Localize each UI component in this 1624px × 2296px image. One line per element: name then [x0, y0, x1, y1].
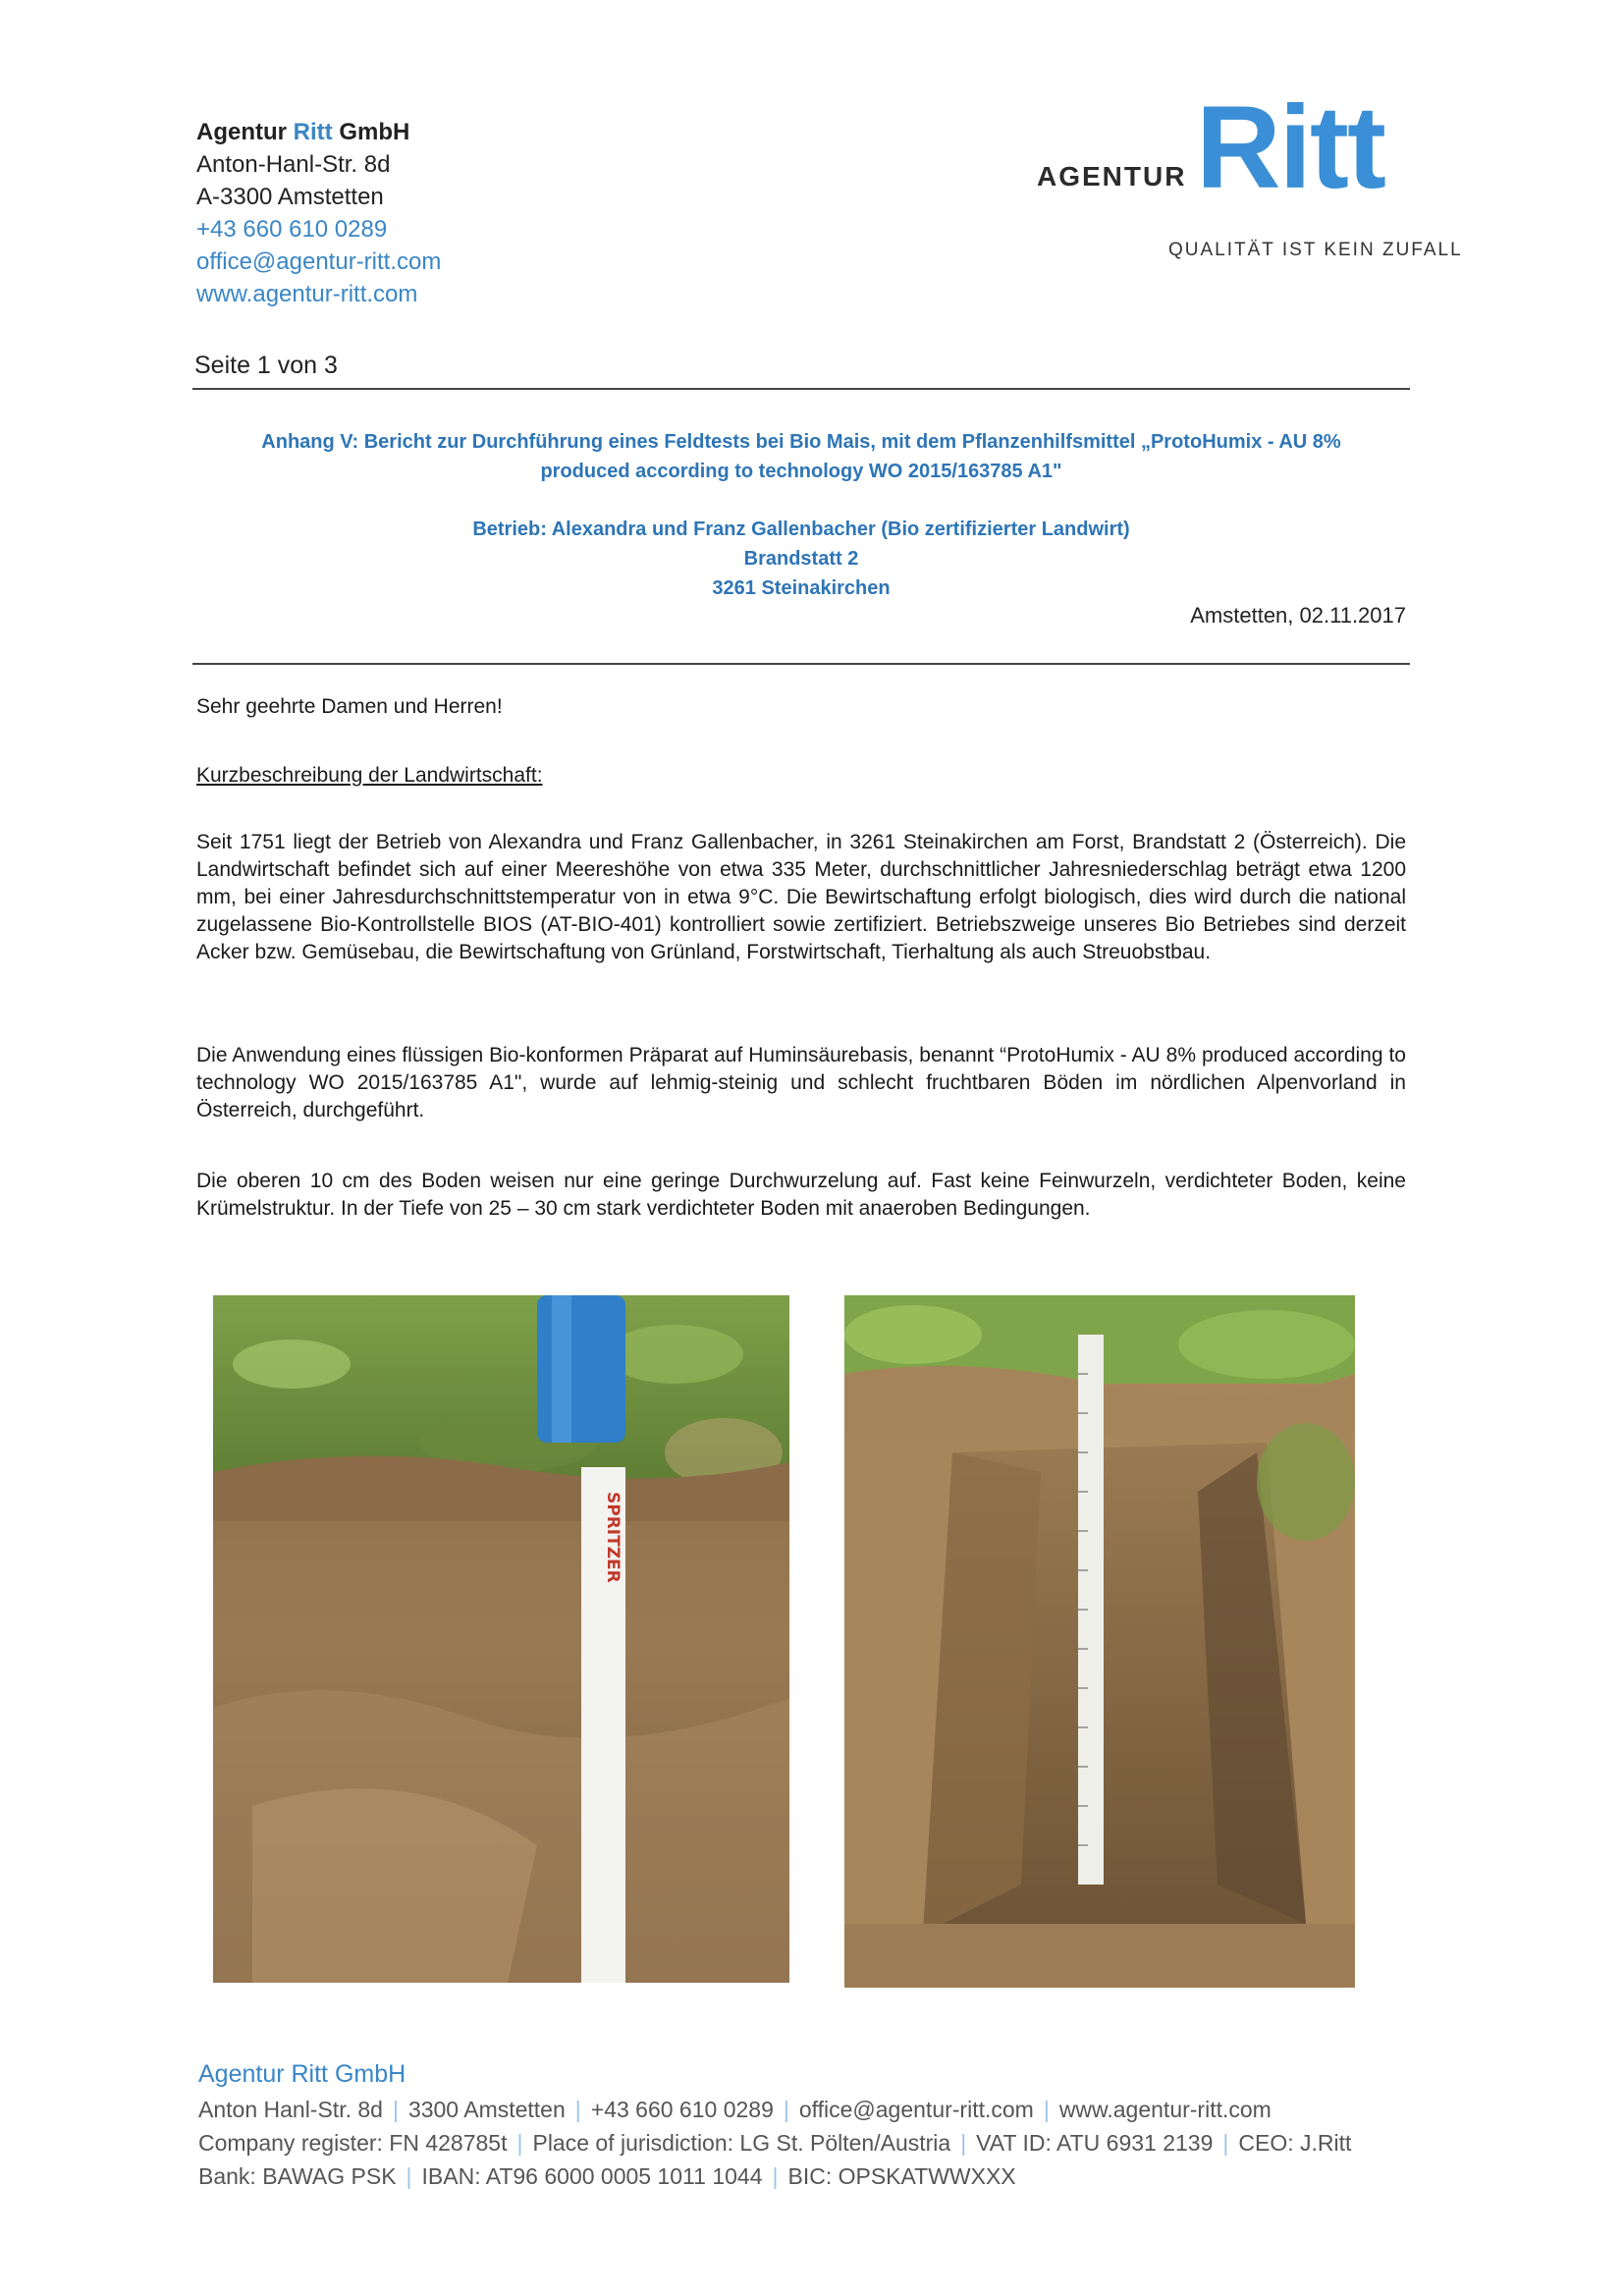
sender-company-suffix: GmbH: [332, 119, 410, 145]
sender-company-prefix: Agentur: [196, 119, 294, 145]
paragraph-farm-description: Seit 1751 liegt der Betrieb von Alexandra und Franz Gallenbacher, in 3261 Steinakirchen am Forst, Brandstatt 2 (Österreich). Die Landwirtschaft befindet sich auf einer Meereshöhe von etwa 335 Meter, durchschnittlicher Jahresniederschlag beträgt etwa 1200 mm, bei einer Jahresdurchschnittstemperatur von in etwa 9°C. Die Bewirtschaftung erfolgt biologisch, dies wird durch die national zugelassene Bio-Kontrollstelle BIOS (AT-BIO-401) kontrolliert sowie zertifiziert. Betriebszweige unseres Bio Betriebes sind derzeit Acker bzw. Gemüsebau, die Bewirtschaftung von Grünland, Forstwirtschaft, Tierhaltung als auch Streuobstbau.: [196, 831, 1406, 963]
header-divider: [192, 388, 1410, 390]
sender-website[interactable]: www.agentur-ritt.com: [196, 281, 418, 307]
letter-date: Amstetten, 02.11.2017: [1190, 603, 1406, 628]
footer-bic: BIC: OPSKATWWXXX: [787, 2163, 1016, 2189]
footer-separator: |: [392, 2097, 399, 2122]
footer-jurisdiction: Place of jurisdiction: LG St. Pölten/Austria: [532, 2130, 951, 2156]
footer-separator: |: [783, 2097, 789, 2122]
footer-separator: |: [772, 2163, 779, 2189]
sender-phone[interactable]: +43 660 610 0289: [196, 216, 388, 243]
footer-separator: |: [1222, 2130, 1229, 2156]
logo-agentur-word: AGENTUR: [1037, 161, 1187, 191]
footer-street: Anton Hanl-Str. 8d: [198, 2097, 383, 2122]
paragraph-soil-condition: Die oberen 10 cm des Boden weisen nur eine geringe Durchwurzelung auf. Fast keine Feinwurzeln, verdichteter Boden, keine Krümelstruktur. In der Tiefe von 25 – 30 cm stark verdichteter Boden mit anaeroben Bedingungen.: [196, 1170, 1406, 1220]
footer-separator: |: [1043, 2097, 1050, 2122]
soil-photo-left-image: [213, 1295, 789, 1983]
sender-street: Anton-Hanl-Str. 8d: [196, 151, 391, 178]
footer-separator: |: [516, 2130, 523, 2156]
section-heading: Kurzbeschreibung der Landwirtschaft:: [196, 764, 543, 787]
title-divider: [192, 663, 1410, 665]
footer-separator: |: [406, 2163, 412, 2189]
footer-contact-row: [198, 2097, 1351, 2123]
letter-footer: [198, 2060, 1351, 2197]
report-title: [192, 427, 1410, 486]
footer-vat: VAT ID: ATU 6931 2139: [976, 2130, 1214, 2156]
logo-ritt-word: Ritt: [1196, 82, 1384, 213]
footer-website[interactable]: www.agentur-ritt.com: [1058, 2097, 1272, 2122]
logo-tagline: QUALITÄT IST KEIN ZUFALL: [1168, 240, 1463, 260]
soil-photo-right: [844, 1295, 1355, 1988]
footer-bank: Bank: BAWAG PSK: [198, 2163, 397, 2189]
ruler-brand-text: SPRITZER: [603, 1492, 623, 1583]
footer-separator: |: [574, 2097, 581, 2122]
farm-info: [192, 515, 1410, 603]
sender-address: [196, 116, 441, 310]
footer-city: 3300 Amstetten: [407, 2097, 566, 2122]
footer-register: Company register: FN 428785t: [198, 2130, 508, 2156]
farm-street: Brandstatt 2: [743, 548, 859, 570]
salutation: Sehr geehrte Damen und Herren!: [196, 695, 503, 718]
sender-company-brand: Ritt: [293, 119, 333, 145]
soil-photo-left: [213, 1295, 789, 1983]
sender-email[interactable]: office@agentur-ritt.com: [196, 248, 442, 275]
company-logo: [1031, 82, 1463, 267]
sender-company: [196, 116, 441, 148]
report-title-line2: produced according to technology WO 2015/163785 A1": [540, 461, 1062, 482]
footer-bank-row: [198, 2163, 1351, 2190]
sender-city: A-3300 Amstetten: [196, 184, 384, 210]
footer-iban: IBAN: AT96 6000 0005 1011 1044: [421, 2163, 763, 2189]
farm-name: Betrieb: Alexandra und Franz Gallenbacher (Bio zertifizierter Landwirt): [472, 519, 1130, 540]
footer-legal-row: [198, 2130, 1351, 2157]
footer-email[interactable]: office@agentur-ritt.com: [798, 2097, 1034, 2122]
soil-photo-right-image: [844, 1295, 1355, 1988]
footer-separator: |: [960, 2130, 967, 2156]
footer-phone[interactable]: +43 660 610 0289: [590, 2097, 774, 2122]
farm-city: 3261 Steinakirchen: [712, 577, 891, 599]
report-title-line1: Anhang V: Bericht zur Durchführung eines Feldtests bei Bio Mais, mit dem Pflanzenhilfsmittel „ProtoHumix - AU 8%: [261, 431, 1341, 453]
footer-company: Agentur Ritt GmbH: [198, 2060, 406, 2088]
paragraph-application: Die Anwendung eines flüssigen Bio-konformen Präparat auf Huminsäurebasis, benannt “ProtoHumix - AU 8% produced according to technology WO 2015/163785 A1", wurde auf lehmig-steinig und schlecht fruchtbaren Böden im nördlichen Alpenvorland in Österreich, durchgeführt.: [196, 1044, 1406, 1121]
blue-spade-handle-shape: [537, 1295, 625, 1443]
footer-ceo: CEO: J.Ritt: [1238, 2130, 1352, 2156]
page-number: Seite 1 von 3: [194, 352, 338, 379]
